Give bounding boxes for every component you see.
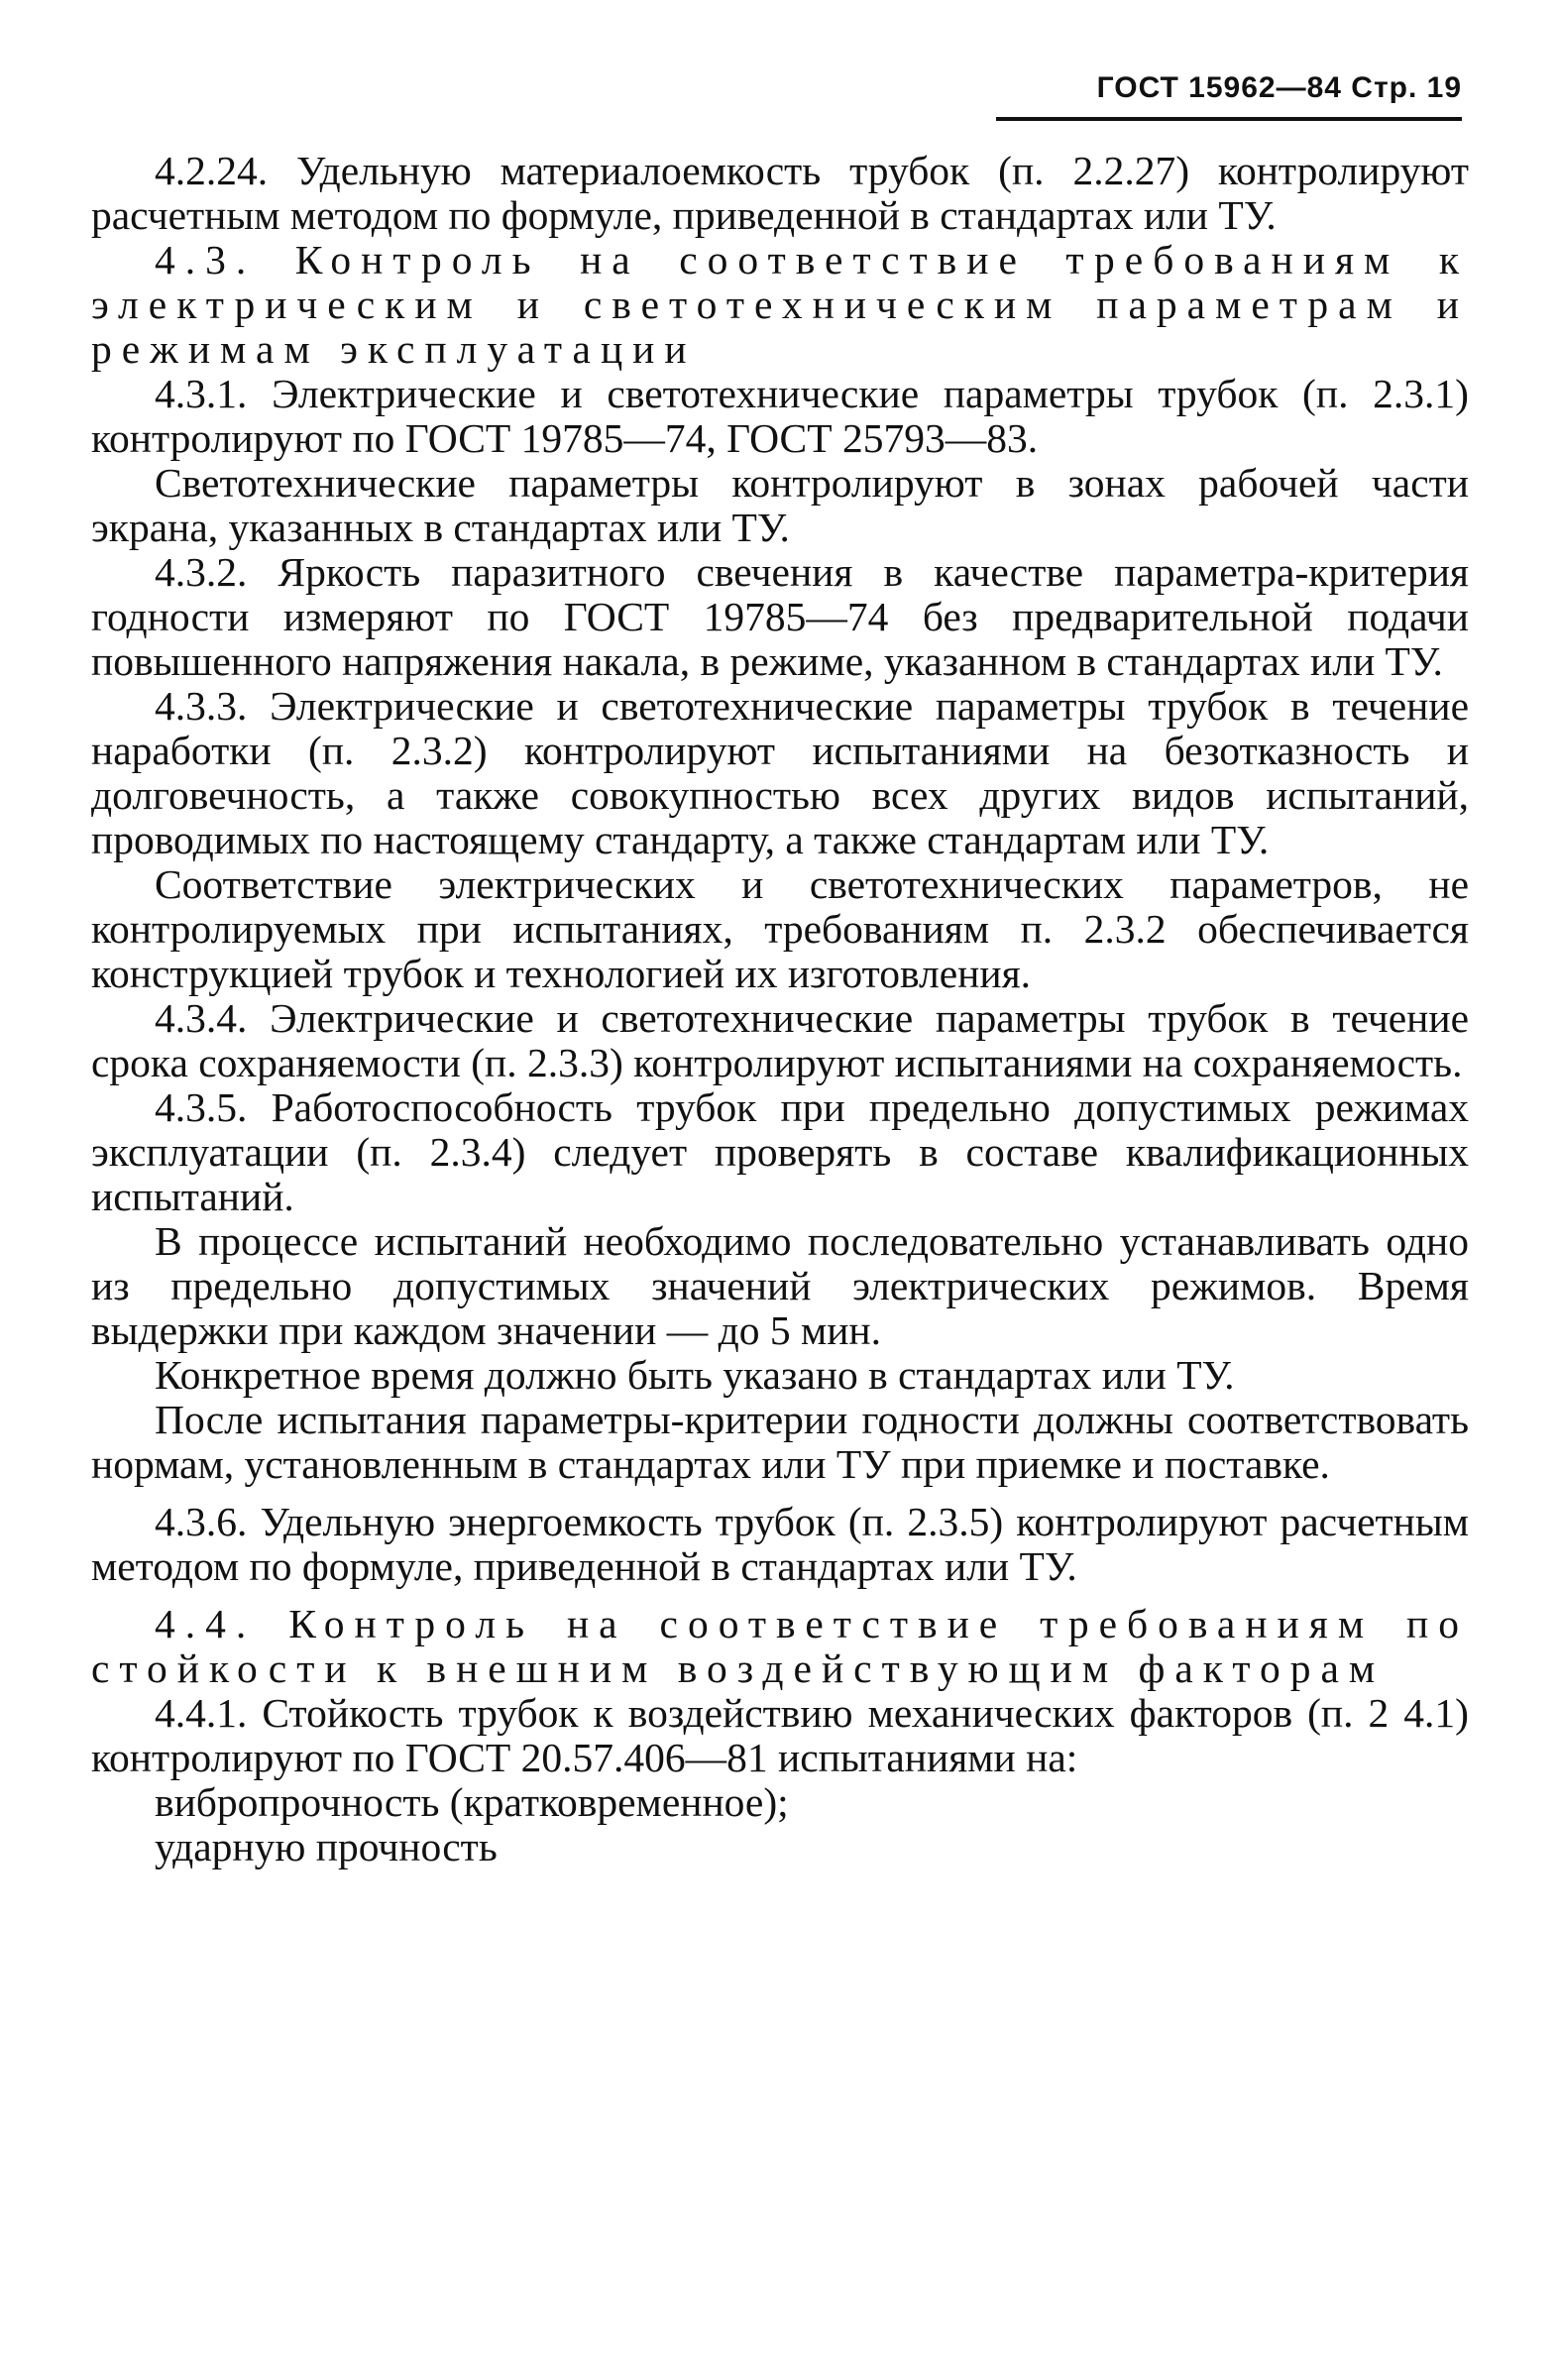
paragraph-4-3-5-time: Конкретное время должно быть указано в стандартах или ТУ.: [155, 1352, 1235, 1398]
paragraph-4-3-6: 4.3.6. Удельную энергоемкость трубок (п. 2.3.5) контролируют расчетным методом по формуле, приведенной в стандартах или ТУ.: [91, 1499, 1469, 1589]
page-header: ГОСТ 15962—84 Стр. 19: [1096, 71, 1462, 104]
list-item-shock: ударную прочность: [155, 1824, 498, 1870]
paragraph-4-4-1: 4.4.1. Стойкость трубок к воздействию механических факторов (п. 2 4.1) контролируют по ГОСТ 20.57.406—81 испытаниями на:: [91, 1690, 1469, 1780]
header-rule: [996, 117, 1462, 121]
paragraph-4-3-5-process: В процессе испытаний необходимо последовательно устанавливать одно из предельно допустимых значений электрических режимов. Время выдержки при каждом значении — до 5 мин.: [91, 1218, 1469, 1353]
section-heading-4-4: 4.4. Контроль на соответствие требованиям по стойкости к внешним воздействующим факторам: [91, 1601, 1469, 1691]
list-item-vibration: вибропрочность (кратковременное);: [155, 1779, 789, 1825]
paragraph-4-3-2: 4.3.2. Яркость паразитного свечения в качестве параметра-критерия годности измеряют по ГОСТ 19785—74 без предварительной подачи повышенного напряжения накала, в режиме, указанном в стандартах или ТУ.: [91, 549, 1469, 684]
paragraph-4-3-3: 4.3.3. Электрические и светотехнические параметры трубок в течение наработки (п. 2.3.2) контролируют испытаниями на безотказность и долговечность, а также совокупностью всех других видов испытаний, проводимых по настоящему стандарту, а также стандартам или ТУ.: [91, 683, 1469, 862]
paragraph-4-3-5: 4.3.5. Работоспособность трубок при предельно допустимых режимах эксплуатации (п. 2.3.4) следует проверять в составе квалификационных испытаний.: [91, 1084, 1469, 1219]
paragraph-4-3-1-note: Светотехнические параметры контролируют в зонах рабочей части экрана, указанных в стандартах или ТУ.: [91, 460, 1469, 550]
paragraph-4-3-1: 4.3.1. Электрические и светотехнические параметры трубок (п. 2.3.1) контролируют по ГОСТ 19785—74, ГОСТ 25793—83.: [91, 371, 1469, 461]
document-body: [91, 149, 1469, 1870]
paragraph-4-3-3-note: Соответствие электрических и светотехнических параметров, не контролируемых при испытаниях, требованиям п. 2.3.2 обеспечивается конструкцией трубок и технологией их изготовления.: [91, 861, 1469, 996]
paragraph-4-2-24: 4.2.24. Удельную материалоемкость трубок (п. 2.2.27) контролируют расчетным методом по формуле, приведенной в стандартах или ТУ.: [91, 148, 1469, 238]
paragraph-4-3-5-after: После испытания параметры-критерии годности должны соответствовать нормам, установленным в стандартах или ТУ при приемке и поставке.: [91, 1397, 1469, 1487]
section-heading-4-3: 4.3. Контроль на соответствие требованиям к электрическим и светотехническим параметрам и режимам эксплуатации: [91, 237, 1469, 372]
paragraph-4-3-4: 4.3.4. Электрические и светотехнические параметры трубок в течение срока сохраняемости (п. 2.3.3) контролируют испытаниями на сохраняемость.: [91, 995, 1469, 1085]
